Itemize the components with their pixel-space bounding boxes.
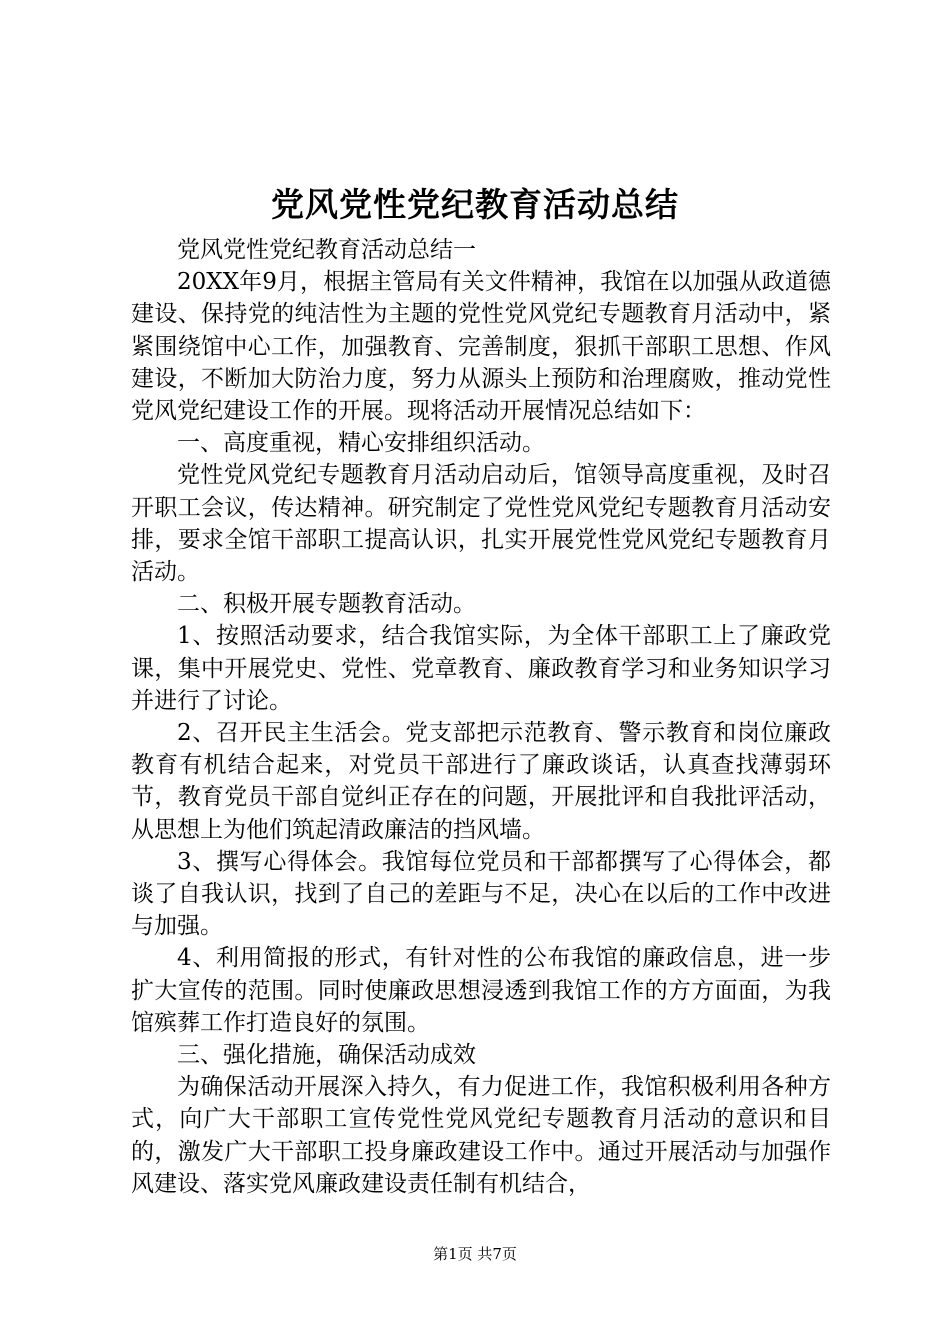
paragraph: 4、利用简报的形式，有针对性的公布我馆的廉政信息，进一步扩大宣传的范围。同时使廉政思想浸透到我馆工作的方方面面，为我馆殡葬工作打造良好的氛围。 (131, 945, 831, 1036)
page-footer: 第1页 共7页 (433, 1245, 517, 1263)
paragraph: 2、召开民主生活会。党支部把示范教育、警示教育和岗位廉政教育有机结合起来，对党员干部进行了廉政谈话，认真查找薄弱环节，教育党员干部自觉纠正存在的问题，开展批评和自我批评活动，从思想上为他们筑起清政廉洁的挡风墙。 (131, 720, 831, 843)
document-body (131, 234, 831, 1200)
paragraph: 党风党性党纪教育活动总结一 (177, 237, 476, 263)
paragraph: 3、撰写心得体会。我馆每位党员和干部都撰写了心得体会，都谈了自我认识，找到了自己的差距与不足，决心在以后的工作中改进与加强。 (131, 848, 831, 940)
paragraph: 1、按照活动要求，结合我馆实际，为全体干部职工上了廉政党课，集中开展党史、党性、党章教育、廉政教育学习和业务知识学习并进行了讨论。 (131, 623, 831, 714)
section-heading: 一、高度重视，精心安排组织活动。 (177, 430, 545, 457)
section-heading: 三、强化措施，确保活动成效 (177, 1042, 476, 1069)
section-heading: 二、积极开展专题教育活动。 (177, 591, 476, 618)
paragraph: 20XX年9月，根据主管局有关文件精神，我馆在以加强从政道德建设、保持党的纯洁性为主题的党性党风党纪专题教育月活动中，紧紧围绕馆中心工作，加强教育、完善制度，狠抓干部职工思想、作风建设，不断加大防治力度，努力从源头上预防和治理腐败，推动党性党风党纪建设工作的开展。现将活动开展情况总结如下： (131, 269, 831, 425)
paragraph: 为确保活动开展深入持久，有力促进工作，我馆积极利用各种方式，向广大干部职工宣传党性党风党纪专题教育月活动的意识和目的，激发广大干部职工投身廉政建设工作中。通过开展活动与加强作风建设、落实党风廉政建设责任制有机结合， (131, 1074, 831, 1197)
paragraph: 党性党风党纪专题教育月活动启动后，馆领导高度重视，及时召开职工会议，传达精神。研究制定了党性党风党纪专题教育月活动安排，要求全馆干部职工提高认识，扎实开展党性党风党纪专题教育月活动。 (131, 462, 831, 586)
document-title: 党风党性党纪教育活动总结 (271, 185, 679, 224)
